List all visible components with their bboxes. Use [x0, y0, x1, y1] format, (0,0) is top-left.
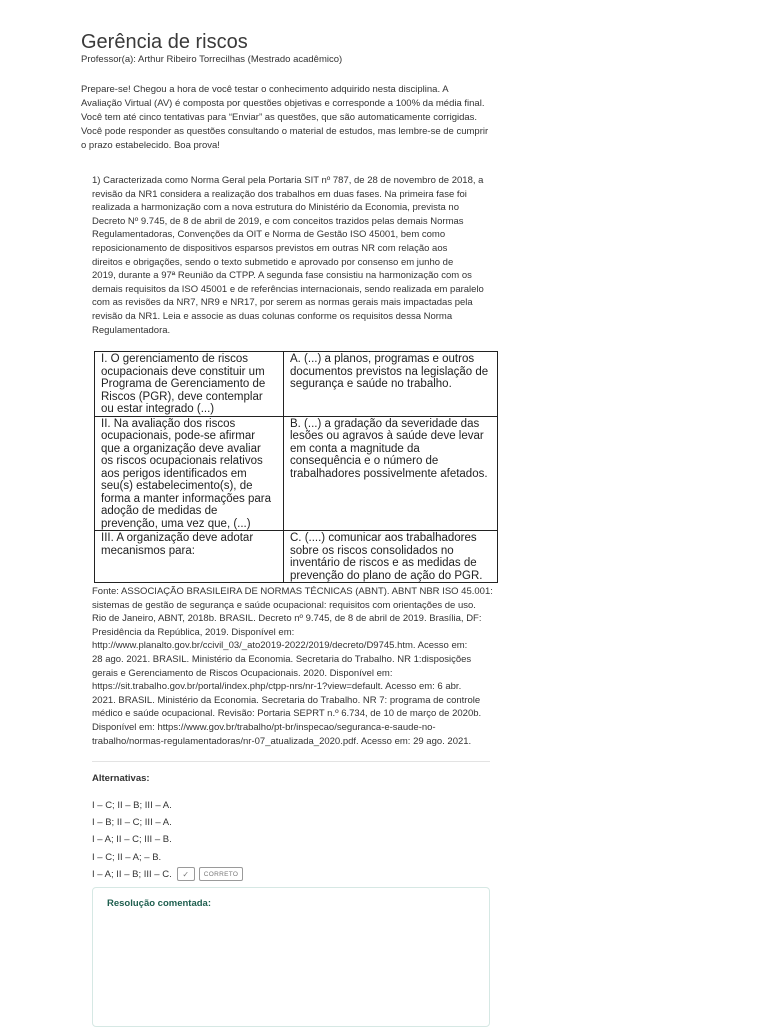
- source-line: http://www.planalto.gov.br/ccivil_03/_ato2019-2022/2019/decreto/D9745.htm. Acesso em:: [92, 640, 468, 652]
- cell-line: inventário de riscos e as medidas de: [290, 557, 477, 569]
- cell-line: III. A organização deve adotar: [101, 532, 254, 544]
- table-cell-right: [284, 352, 498, 417]
- cell-line: lesões ou agravos à saúde deve levar: [290, 430, 484, 442]
- section-divider: [92, 761, 490, 762]
- cell-line: prevenção, uma vez que, (...): [101, 517, 251, 530]
- association-table: [94, 351, 498, 583]
- cell-line: os riscos ocupacionais relativos: [101, 455, 263, 467]
- cell-line: segurança e saúde no trabalho.: [290, 378, 452, 390]
- question-line: 2019, durante a 97ª Reunião da CTPP. A segunda fase consistiu na harmonização com os: [92, 270, 472, 282]
- cell-line: Programa de Gerenciamento de: [101, 378, 266, 390]
- cell-line: que a organização deve avaliar: [101, 442, 261, 455]
- intro-line: Prepare-se! Chegou a hora de você testar o conhecimento adquirido nesta disciplina. A: [81, 84, 449, 95]
- correct-badge: CORRETO: [199, 867, 243, 881]
- source-text: [92, 585, 492, 748]
- source-line: Fonte: ASSOCIAÇÃO BRASILEIRA DE NORMAS TÉCNICAS (ABNT). ABNT NBR ISO 45.001:: [92, 586, 493, 597]
- cell-line: em conta a magnitude da: [290, 442, 420, 455]
- intro-line: Avaliação Virtual (AV) é composta por questões objetivas e corresponde a 100% da média final.: [81, 98, 485, 109]
- table-cell-right: [284, 531, 498, 583]
- cell-line: trabalhadores possivelmente afetados.: [290, 467, 488, 480]
- check-icon: ✓: [177, 867, 195, 881]
- source-line: Presidência da República, 2019. Disponível em:: [92, 626, 295, 638]
- alternative-option[interactable]: [92, 849, 243, 866]
- intro-line: o prazo estabelecido. Boa prova!: [81, 140, 220, 151]
- table-cell-right: [284, 416, 498, 531]
- alternative-label: I – C; II – B; III – A.: [92, 800, 172, 812]
- cell-line: Riscos (PGR), deve contemplar: [101, 390, 263, 403]
- question-line: realizada a harmonização com a nova estrutura do Ministério da Economia, prevista no: [92, 202, 459, 214]
- cell-line: I. O gerenciamento de riscos: [101, 353, 249, 365]
- alternative-label: I – B; II – C; III – A.: [92, 817, 172, 829]
- question-text: [92, 174, 492, 337]
- question-line: revisão da NR1. Leia e associe as duas colunas conforme os requisitos dessa Norma: [92, 310, 453, 322]
- question-line: direitos e obrigações, sendo o texto submetido e aprovado por consenso em junho de: [92, 256, 454, 268]
- cell-line: aos perigos identificados em: [101, 467, 247, 480]
- intro-text: [81, 83, 501, 153]
- question-line: revisão da NR1 considera a realização dos trabalhos em duas fases. Na primeira fase foi: [92, 188, 467, 200]
- alternatives-title: Alternativas:: [92, 773, 150, 784]
- professor-name: Professor(a): Arthur Ribeiro Torrecilhas (Mestrado acadêmico): [81, 54, 343, 65]
- source-line: https://sit.trabalho.gov.br/portal/index.php/ctpp-nrs/nr-1?view=default. Acesso em: 6 abr.: [92, 681, 462, 693]
- question-line: Regulamentadoras, Convenções da OIT e Norma de Gestão ISO 45001, bem como: [92, 229, 446, 241]
- cell-line: B. (...) a gradação da severidade das: [290, 417, 480, 430]
- cell-line: consequência e o número de: [290, 455, 439, 467]
- source-line: médico e saúde ocupacional. Revisão: Portaria SEPRT n.º 6.734, de 10 de março de 2020b.: [92, 708, 482, 720]
- cell-line: forma a manter informações para: [101, 492, 272, 505]
- table-cell-left: [95, 352, 284, 417]
- question-line: com as revisões da NR7, NR9 e NR17, por serem as normas gerais mais impactadas pela: [92, 297, 473, 309]
- question-line: 1) Caracterizada como Norma Geral pela Portaria SIT nº 787, de 28 de novembro de 2018, a: [92, 175, 484, 186]
- cell-line: A. (...) a planos, programas e outros: [290, 353, 475, 365]
- source-line: gerais e Gerenciamento de Riscos Ocupacionais. 2020. Disponível em:: [92, 667, 393, 679]
- table-row: [95, 531, 498, 583]
- alternative-option[interactable]: [92, 797, 243, 814]
- alternative-option[interactable]: [92, 831, 243, 848]
- page-title: Gerência de riscos: [81, 31, 248, 53]
- source-line: 2021. BRASIL. Ministério da Economia. Secretaria do Trabalho. NR 7: programa de controle: [92, 694, 481, 706]
- cell-line: ocupacionais, pode-se afirmar: [101, 430, 256, 442]
- table-cell-left: [95, 416, 284, 531]
- source-line: 28 ago. 2021. BRASIL. Ministério da Economia. Secretaria do Trabalho. NR 1:disposições: [92, 653, 472, 665]
- alternative-option[interactable]: [92, 814, 243, 831]
- source-line: sistemas de gestão de segurança e saúde ocupacional: requisitos com orientações de uso.: [92, 599, 476, 611]
- alternative-label: I – C; II – A; – B.: [92, 851, 162, 863]
- intro-line: Você pode responder as questões consultando o material de estudos, mas lembre-se de cumprir: [81, 126, 489, 137]
- resolution-title: Resolução comentada:: [107, 898, 211, 909]
- resolution-panel: [92, 887, 490, 1027]
- question-line: Decreto Nº 9.745, de 8 de abril de 2019, e com conceitos trazidos pelas demais Normas: [92, 215, 464, 227]
- intro-line: Você tem até cinco tentativas para “Enviar” as questões, que são automaticamente corrigidas.: [81, 112, 478, 123]
- question-line: reposicionamento de dispositivos esparsos previstos em outras NR com relação aos: [92, 242, 448, 254]
- alternative-label: I – A; II – B; III – C.: [92, 868, 172, 880]
- cell-line: mecanismos para:: [101, 544, 195, 557]
- cell-line: C. (....) comunicar aos trabalhadores: [290, 532, 477, 544]
- source-line: trabalho/normas-regulamentadoras/nr-07_atualizada_2020.pdf. Acesso em: 29 ago. 2021.: [92, 735, 472, 747]
- alternative-label: I – A; II – C; III – B.: [92, 834, 172, 846]
- cell-line: sobre os riscos consolidados no: [290, 544, 454, 557]
- cell-line: II. Na avaliação dos riscos: [101, 417, 236, 430]
- cell-line: documentos previstos na legislação de: [290, 365, 489, 378]
- question-line: Regulamentadora.: [92, 324, 171, 336]
- alternative-option-selected[interactable]: [92, 866, 243, 883]
- source-line: Disponível em: https://www.gov.br/trabalho/pt-br/inspecao/seguranca-e-saude-no-: [92, 721, 436, 733]
- table-row: [95, 352, 498, 417]
- cell-line: ocupacionais deve constituir um: [101, 365, 265, 378]
- table-row: [95, 416, 498, 531]
- cell-line: adoção de medidas de: [101, 505, 218, 517]
- source-line: Rio de Janeiro, ABNT, 2018b. BRASIL. Decreto nº 9.745, de 8 de abril de 2019. Brasília, DF:: [92, 613, 482, 625]
- cell-line: ou estar integrado (...): [101, 403, 215, 415]
- cell-line: prevenção do plano de ação do PGR.: [290, 569, 483, 582]
- table-cell-left: [95, 531, 284, 583]
- alternatives-list: [92, 797, 243, 883]
- cell-line: seu(s) estabelecimento(s), de: [101, 480, 253, 492]
- question-line: demais requisitos da ISO 45001 e de referências internacionais, sendo realizada em paralelo: [92, 283, 484, 295]
